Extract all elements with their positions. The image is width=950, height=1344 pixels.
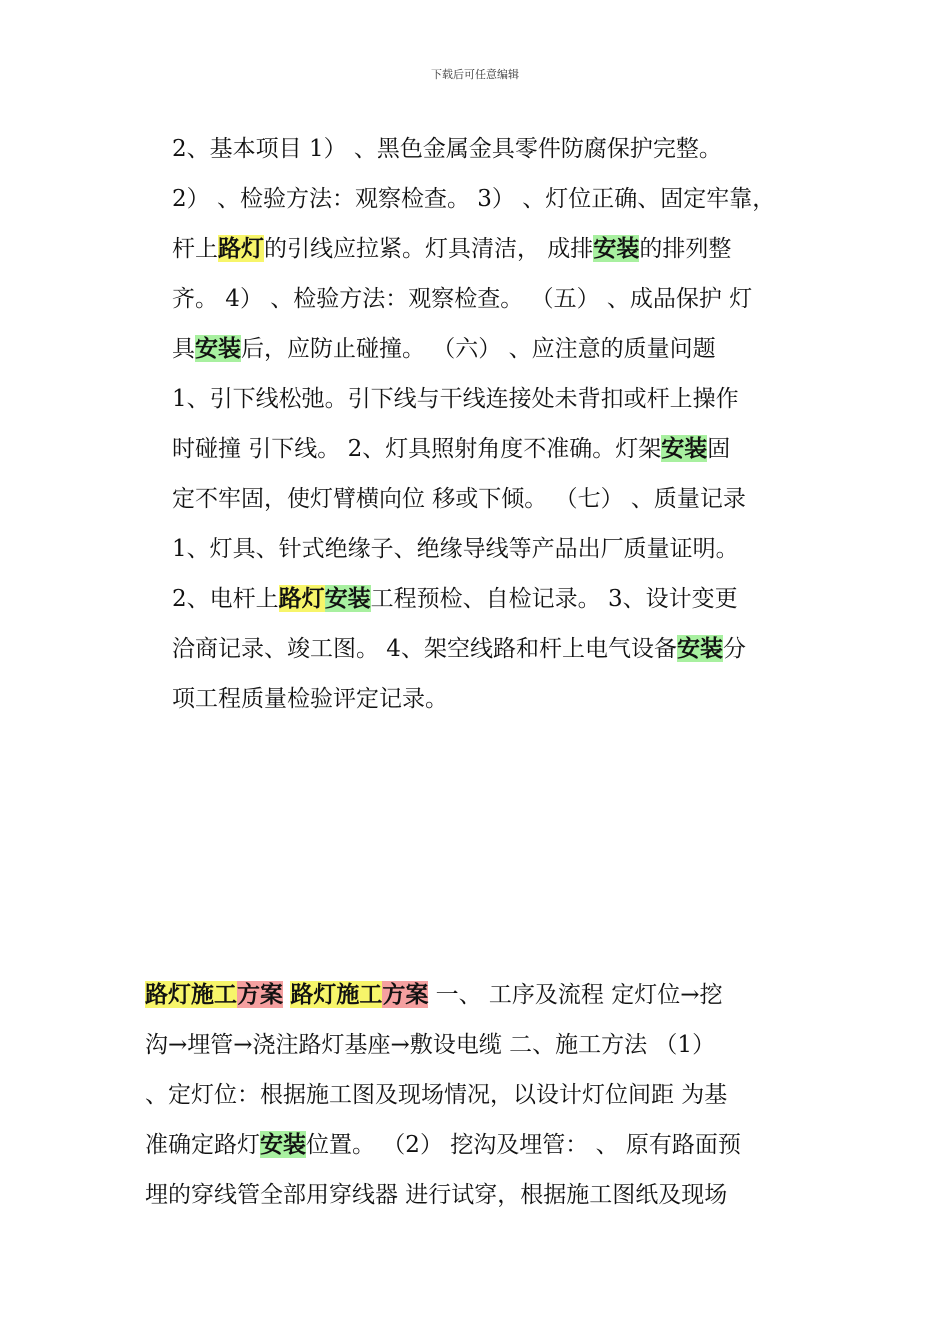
keyword-highlight-install: 安装 <box>324 585 371 612</box>
paragraph-construction-plan <box>145 970 825 1220</box>
keyword-highlight-install: 安装 <box>593 235 640 262</box>
text-line: 洽商记录、竣工图。 4、架空线路和杆上电气设备安装分 <box>172 635 746 662</box>
page-header: 下载后可任意编辑 <box>431 68 519 81</box>
text-line: 2、基本项目 1） 、黑色金属金具零件防腐保护完整。 <box>172 136 722 162</box>
paragraph-quality-records <box>172 124 822 724</box>
keyword-highlight-install: 安装 <box>260 1131 306 1158</box>
keyword-highlight-install: 安装 <box>676 635 723 662</box>
text-line: 沟→埋管→浇注路灯基座→敷设电缆 二、施工方法 （1） <box>145 1032 716 1058</box>
keyword-highlight-street-light: 路灯 <box>218 235 264 262</box>
text-line: 定不牢固，使灯臂横向位 移或下倾。 （七） 、质量记录 <box>172 486 746 512</box>
keyword-highlight-street-light: 路灯 <box>278 585 325 612</box>
text-line: 1、灯具、针式绝缘子、绝缘导线等产品出厂质量证明。 <box>172 536 739 562</box>
text-line: 1、引下线松弛。引下线与干线连接处未背扣或杆上操作 <box>172 386 739 412</box>
text-line: 、定灯位：根据施工图及现场情况，以设计灯位间距 为基 <box>145 1082 728 1108</box>
text-line: 2、电杆上路灯安装工程预检、自检记录。 3、设计变更 <box>172 585 738 612</box>
keyword-highlight-plan: 方案 <box>237 981 283 1008</box>
keyword-highlight-street-light-construction: 路灯施工 <box>145 981 237 1008</box>
text-line: 路灯施工方案 路灯施工方案 一、 工序及流程 定灯位→挖 <box>145 981 723 1008</box>
keyword-highlight-install: 安装 <box>661 435 708 462</box>
text-line: 准确定路灯安装位置。 （2） 挖沟及埋管： 、 原有路面预 <box>145 1131 741 1158</box>
text-line: 具安装后，应防止碰撞。 （六） 、应注意的质量问题 <box>172 335 716 362</box>
text-line: 2） 、检验方法：观察检查。 3） 、灯位正确、固定牢靠， <box>172 186 776 212</box>
text-line: 埋的穿线管全部用穿线器 进行试穿，根据施工图纸及现场 <box>145 1182 728 1208</box>
keyword-highlight-install: 安装 <box>195 335 241 362</box>
text-line: 杆上路灯的引线应拉紧。灯具清洁， 成排安装的排列整 <box>172 235 732 262</box>
keyword-highlight-plan: 方案 <box>382 981 429 1008</box>
text-line: 项工程质量检验评定记录。 <box>172 686 448 712</box>
text-line: 时碰撞 引下线。 2、灯具照射角度不准确。灯架安装固 <box>172 435 731 462</box>
text-line: 齐。 4） 、检验方法：观察检查。 （五） 、成品保护 灯 <box>172 286 753 312</box>
keyword-highlight-street-light-construction: 路灯施工 <box>290 981 383 1008</box>
